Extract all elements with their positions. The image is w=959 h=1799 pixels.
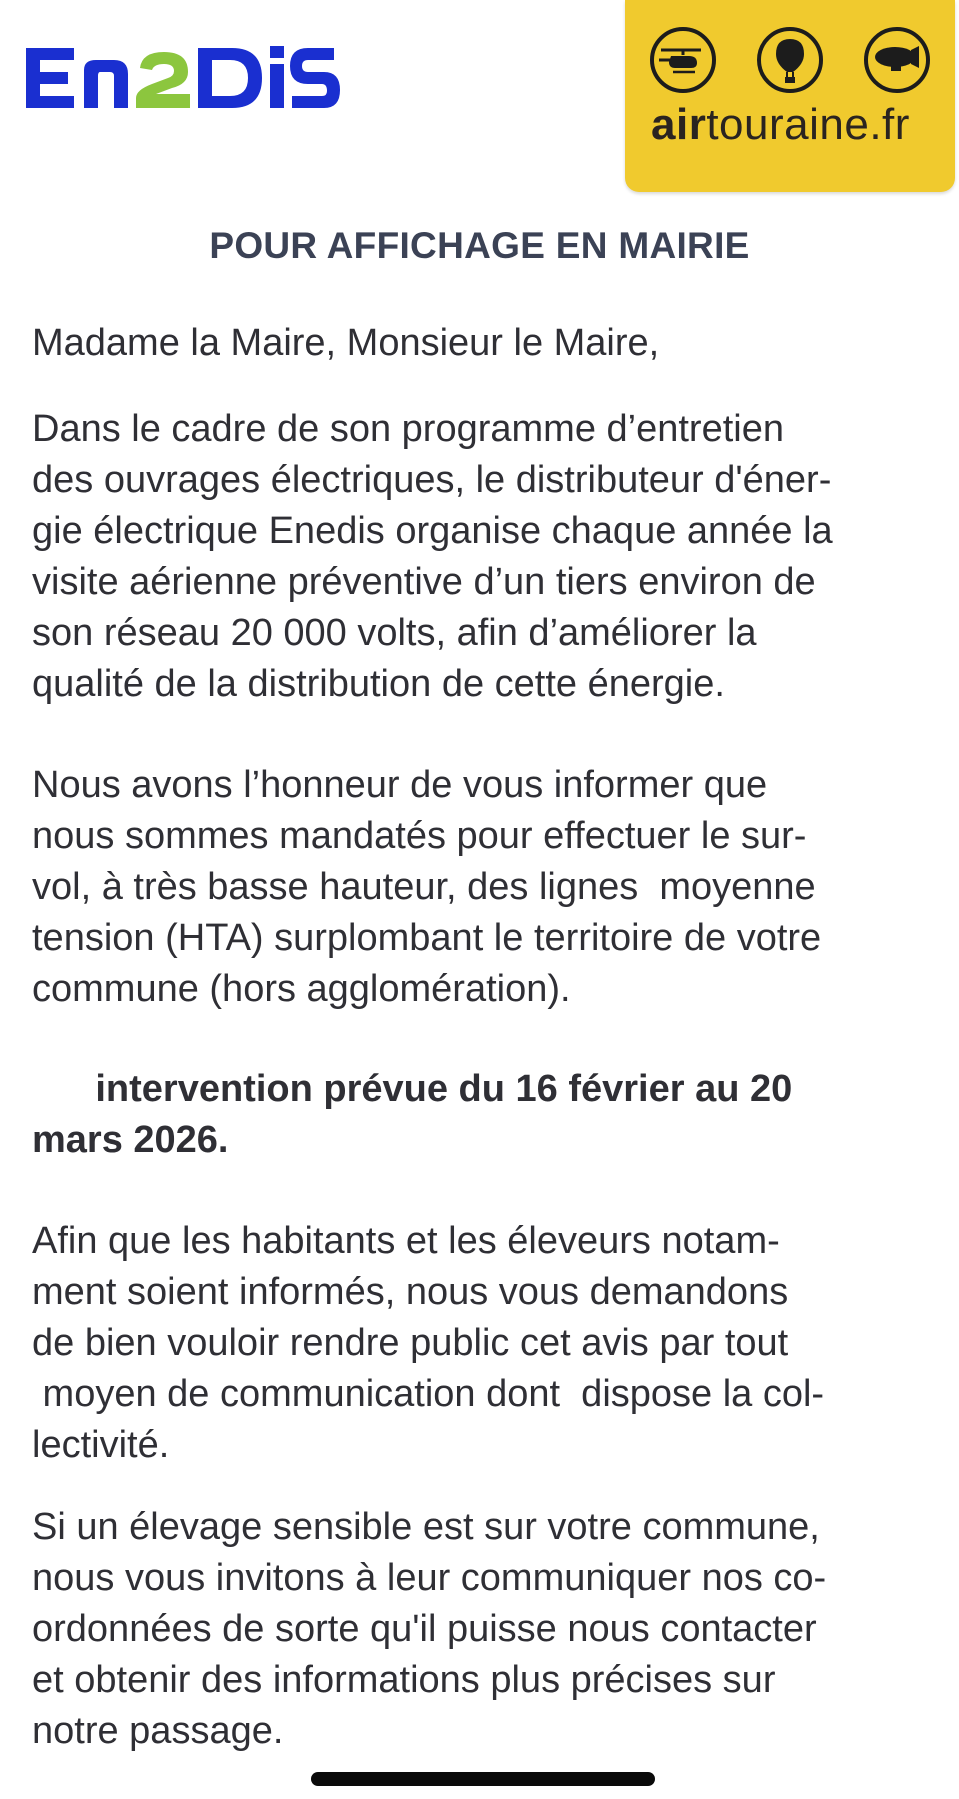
paragraph-line: des ouvrages électriques, le distributeur d'éner- [32,459,832,501]
salutation-line: Madame la Maire, Monsieur le Maire, [32,322,660,364]
paragraph-line: moyen de communication dont dispose la col- [32,1373,825,1415]
airtouraine-wordmark [651,100,910,150]
enedis-logo [22,38,342,118]
paragraph-line: ment soient informés, nous vous demandons [32,1271,789,1313]
paragraph-line: Nous avons l’honneur de vous informer que [32,764,768,806]
paragraph-line: Afin que les habitants et les éleveurs notam- [32,1220,780,1262]
notice-title: POUR AFFICHAGE EN MAIRIE [209,225,750,266]
paragraph-line: son réseau 20 000 volts, afin d’améliorer la [32,612,757,654]
paragraph-public-notice [32,1216,932,1471]
paragraph-mandate [32,760,932,1015]
airtouraine-bold: air [651,100,707,149]
helicopter-icon [649,26,717,94]
paragraph-livestock [32,1502,932,1757]
paragraph-line: vol, à très basse hauteur, des lignes moyenne [32,866,816,908]
salutation [32,318,932,369]
paragraph-line: gie électrique Enedis organise chaque année la [32,510,833,552]
paragraph-line: visite aérienne préventive d’un tiers environ de [32,561,816,603]
intervention-dates [32,1064,932,1166]
paragraph-line: Si un élevage sensible est sur votre commune, [32,1506,820,1548]
paragraph-line: notre passage. [32,1710,284,1752]
paragraph-line: de bien vouloir rendre public cet avis par tout [32,1322,789,1364]
paragraph-line: Dans le cadre de son programme d’entretien [32,408,784,450]
paragraph-line: commune (hors agglomération). [32,968,571,1010]
paragraph-line: et obtenir des informations plus précises sur [32,1659,776,1701]
paragraph-line: ordonnées de sorte qu'il puisse nous contacter [32,1608,817,1650]
paragraph-line: lectivité. [32,1424,170,1466]
airship-icon [863,26,931,94]
intervention-line: intervention prévue du 16 février au 20 [32,1068,793,1110]
paragraph-programme [32,404,932,710]
intervention-line: mars 2026. [32,1119,229,1161]
airtouraine-badge [625,0,955,192]
paragraph-line: nous sommes mandatés pour effectuer le sur- [32,815,807,857]
paragraph-line: tension (HTA) surplombant le territoire de votre [32,917,822,959]
notice-header [0,0,959,200]
hot-air-balloon-icon [756,26,824,94]
airtouraine-rest: touraine.fr [706,100,910,149]
paragraph-line: nous vous invitons à leur communiquer nos co- [32,1557,827,1599]
paragraph-line: qualité de la distribution de cette énergie. [32,663,725,705]
home-indicator[interactable] [311,1772,655,1786]
